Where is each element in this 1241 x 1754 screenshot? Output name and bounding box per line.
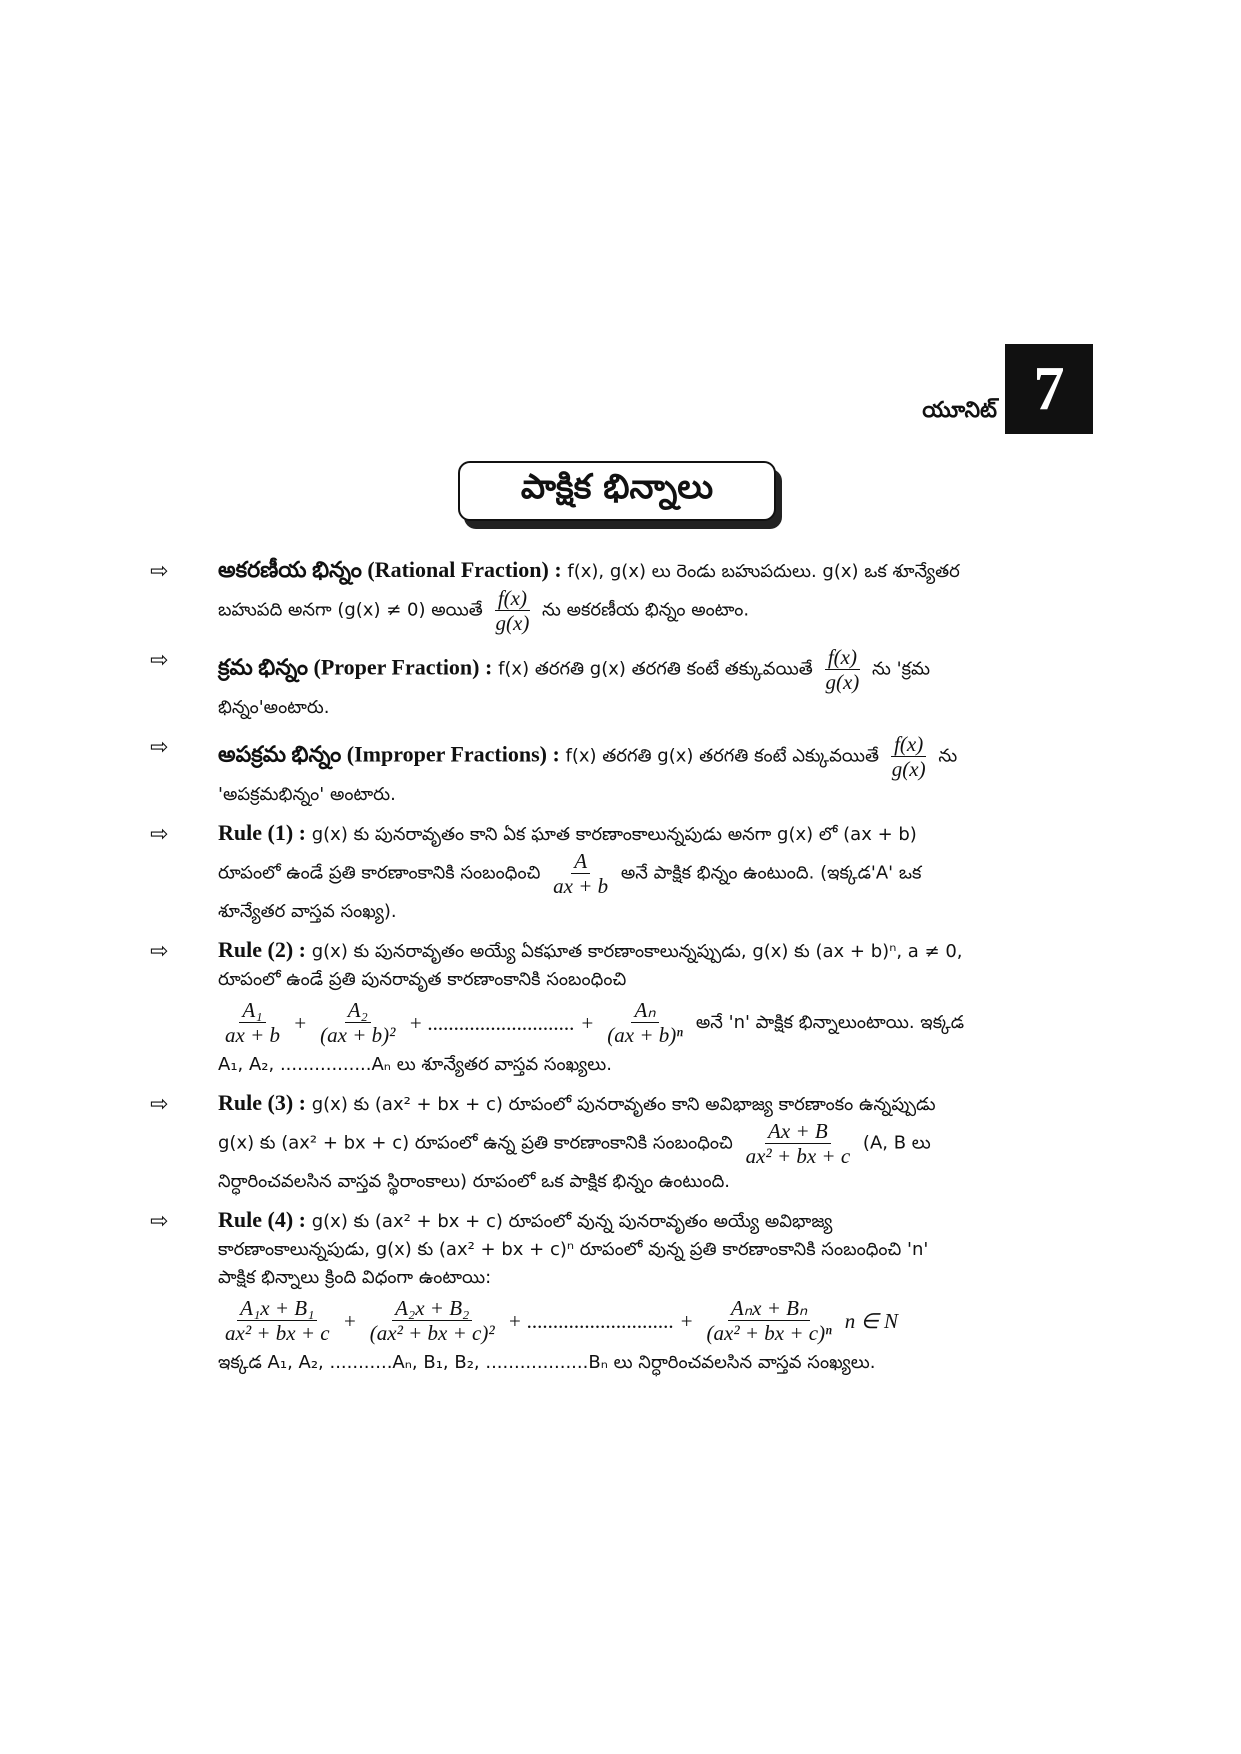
formula <box>218 998 1100 1047</box>
plus: + <box>342 1308 357 1333</box>
arrow-bullet-icon: ⇨ <box>150 1209 169 1234</box>
rule-label: Rule (1) : <box>218 820 306 845</box>
fraction <box>317 998 398 1047</box>
condition: n ∈ N <box>844 1308 899 1333</box>
text: అనే 'n' పాక్షిక భిన్నాలుంటాయి. ఇక్కడ <box>695 1011 965 1033</box>
rule-label: Rule (4) : <box>218 1207 306 1232</box>
text: నిర్ధారించవలసిన వాస్తవ స్థిరాంకాలు) రూపంలో ఒక పాక్షిక భిన్నం ఉంటుంది. <box>218 1171 731 1192</box>
numerator: f(x) <box>891 732 926 757</box>
denominator: ax + b <box>225 1023 280 1047</box>
fraction <box>222 1296 333 1345</box>
denominator: g(x) <box>825 670 860 694</box>
text: రూపంలో ఉండే ప్రతి పునరావృత కారణాంకానికి సంబంధించి <box>218 969 627 990</box>
text: భిన్నం'అంటారు. <box>218 697 330 718</box>
text: g(x) కు (ax² + bx + c) రూపంలో పునరావృతం కాని అవిభాజ్య కారణాంకం ఉన్నప్పుడు <box>311 1094 936 1115</box>
rule-3 <box>150 1089 1100 1196</box>
fraction <box>493 586 533 635</box>
denominator: (ax² + bx + c)² <box>369 1321 495 1345</box>
term: అకరణీయ భిన్నం (Rational Fraction) : <box>218 557 562 582</box>
term: అపక్రమ భిన్నం (Improper Fractions) : <box>218 741 560 767</box>
text-line <box>218 936 1100 966</box>
definition-rational-fraction <box>150 556 1100 635</box>
numerator: Ax + B <box>765 1119 831 1144</box>
chapter-title-box <box>458 461 776 523</box>
denominator: ax² + bx + c <box>225 1321 330 1345</box>
denominator: g(x) <box>495 611 530 635</box>
denominator: ax² + bx + c <box>745 1144 851 1168</box>
text-line <box>218 849 1100 898</box>
text-line <box>218 1349 1100 1377</box>
fraction <box>367 1296 498 1345</box>
text: అనే పాక్షిక భిన్నం ఉంటుంది. (ఇక్కడ'A' ఒక <box>620 862 922 884</box>
text-line <box>218 1264 1100 1292</box>
definition-improper-fraction <box>150 732 1100 809</box>
numerator: Aₙx + Bₙ <box>728 1296 810 1321</box>
denominator: (ax + b)ⁿ <box>607 1023 683 1047</box>
text: g(x) కు (ax² + bx + c) రూపంలో వున్న పునరావృతం అయ్యే అవిభాజ్య <box>311 1211 833 1232</box>
text-line <box>218 1119 1100 1168</box>
fraction <box>822 645 862 694</box>
text: g(x) కు (ax² + bx + c) రూపంలో ఉన్న ప్రతి కారణాంకానికి సంబంధించి <box>218 1132 733 1154</box>
text: f(x), g(x) లు రెండు బహుపదులు. g(x) ఒక శూన్యేతర <box>567 561 960 582</box>
fraction <box>704 1296 835 1345</box>
unit-header <box>922 344 1093 434</box>
fraction <box>604 998 686 1047</box>
text: శూన్యేతర వాస్తవ సంఖ్య). <box>218 901 397 922</box>
denominator: (ax + b)² <box>320 1023 396 1047</box>
text-line <box>218 556 1100 586</box>
text-line <box>218 966 1100 994</box>
unit-number: 7 <box>1005 344 1093 434</box>
numerator: Aₙ <box>631 998 658 1023</box>
numerator: A₁ <box>239 998 265 1023</box>
term: క్రమ భిన్నం (Proper Fraction) : <box>218 654 493 680</box>
text-line <box>218 645 1100 694</box>
text: బహుపది అనగా (g(x) ≠ 0) అయితే <box>218 599 483 621</box>
fraction <box>222 998 283 1047</box>
text-line <box>218 819 1100 849</box>
arrow-bullet-icon: ⇨ <box>150 735 169 760</box>
text: ను <box>938 745 958 767</box>
rule-label: Rule (3) : <box>218 1090 306 1115</box>
numerator: f(x) <box>825 645 860 670</box>
text: 'అపక్రమభిన్నం' అంటారు. <box>218 784 396 805</box>
arrow-bullet-icon: ⇨ <box>150 1092 169 1117</box>
numerator: A <box>571 849 590 874</box>
text: ను 'క్రమ <box>872 658 931 680</box>
text-line <box>218 1236 1100 1264</box>
text: పాక్షిక భిన్నాలు క్రింది విధంగా ఉంటాయి: <box>218 1267 492 1288</box>
fraction <box>889 732 929 781</box>
text-line <box>218 1206 1100 1236</box>
denominator: (ax² + bx + c)ⁿ <box>706 1321 832 1345</box>
text-line <box>218 694 1100 722</box>
text-line <box>218 586 1100 635</box>
dots: + ............................ + <box>507 1308 694 1333</box>
rule-label: Rule (2) : <box>218 937 306 962</box>
dots: + ............................ + <box>408 1010 595 1035</box>
numerator: A₂x + B₂ <box>392 1296 472 1321</box>
text-line <box>218 781 1100 809</box>
arrow-bullet-icon: ⇨ <box>150 559 169 584</box>
chapter-title: పాక్షిక భిన్నాలు <box>458 461 776 521</box>
rule-2 <box>150 936 1100 1079</box>
arrow-bullet-icon: ⇨ <box>150 648 169 673</box>
unit-label: యూనిట్ <box>922 398 997 423</box>
fraction <box>550 849 611 898</box>
formula <box>218 1296 1100 1345</box>
numerator: A₂ <box>345 998 371 1023</box>
text: (A, B లు <box>862 1132 931 1154</box>
text: f(x) తరగతి g(x) తరగతి కంటే ఎక్కువయితే <box>565 745 880 767</box>
text-line <box>218 1168 1100 1196</box>
text: A₁, A₂, ................Aₙ లు శూన్యేతర వాస్తవ సంఖ్యలు. <box>218 1054 612 1075</box>
rule-4 <box>150 1206 1100 1377</box>
text: రూపంలో ఉండే ప్రతి కారణాంకానికి సంబంధించి <box>218 862 541 884</box>
text: ఇక్కడ A₁, A₂, ...........Aₙ, B₁, B₂, ..................Bₙ లు నిర్ధారించవలసిన వాస్తవ సంఖ్యలు. <box>218 1352 876 1373</box>
text: g(x) కు పునరావృతం కాని ఏక ఘాత కారణాంకాలున్నపుడు అనగా g(x) లో (ax + b) <box>311 824 917 845</box>
content <box>150 556 1100 1387</box>
fraction <box>743 1119 854 1168</box>
text-line <box>218 898 1100 926</box>
text: g(x) కు పునరావృతం అయ్యే ఏకఘాత కారణాంకాలున్నప్పుడు, g(x) కు (ax + b)ⁿ, a ≠ 0, <box>311 941 963 962</box>
numerator: A₁x + B₁ <box>237 1296 317 1321</box>
rule-1 <box>150 819 1100 926</box>
arrow-bullet-icon: ⇨ <box>150 822 169 847</box>
text: కారణాంకాలున్నపుడు, g(x) కు (ax² + bx + c)ⁿ రూపంలో వున్న ప్రతి కారణాంకానికి సంబంధించి 'n' <box>218 1239 929 1260</box>
plus: + <box>293 1010 308 1035</box>
denominator: g(x) <box>891 757 926 781</box>
definition-proper-fraction <box>150 645 1100 722</box>
text-line <box>218 1051 1100 1079</box>
text: f(x) తరగతి g(x) తరగతి కంటే తక్కువయితే <box>498 658 813 680</box>
arrow-bullet-icon: ⇨ <box>150 939 169 964</box>
numerator: f(x) <box>495 586 530 611</box>
text: ను అకరణీయ భిన్నం అంటాం. <box>542 599 750 621</box>
text-line <box>218 1089 1100 1119</box>
text-line <box>218 732 1100 781</box>
denominator: ax + b <box>553 874 609 898</box>
